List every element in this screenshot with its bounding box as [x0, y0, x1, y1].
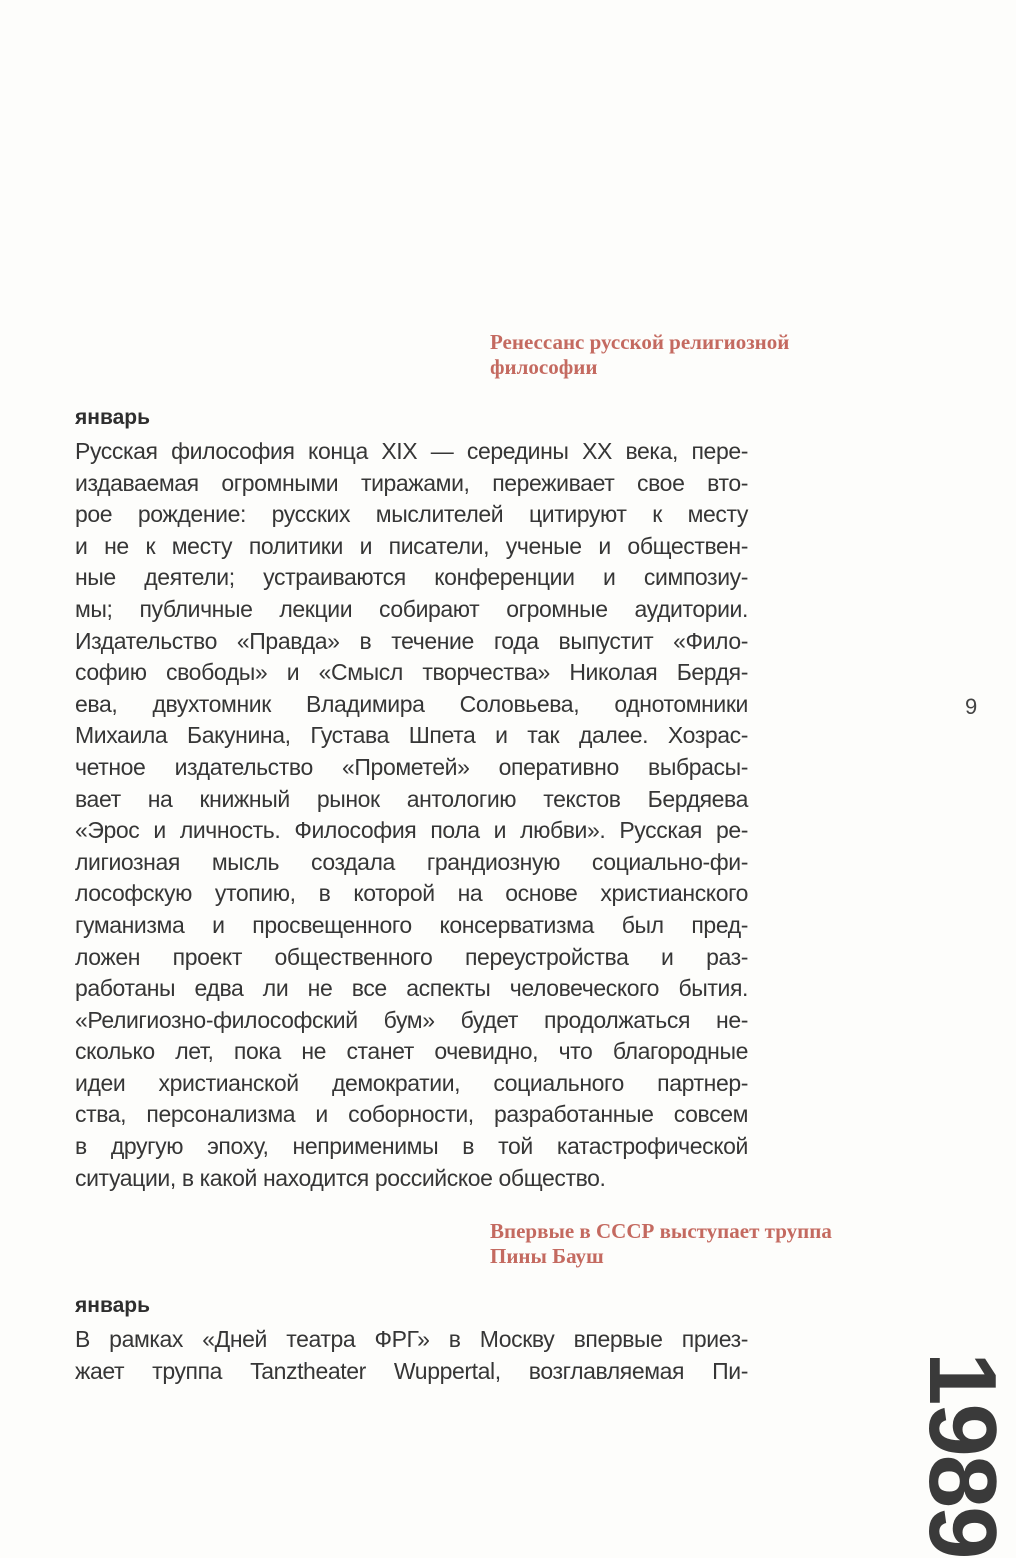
text-line: софию свободы» и «Смысл творчества» Николая Бердя- [75, 659, 748, 686]
text-line: издаваемая огромными тиражами, переживает свое вто- [75, 469, 748, 496]
text-line: «Эрос и личность. Философия пола и любви». Русская ре- [75, 817, 748, 844]
text-line: лигиозная мысль создала грандиозную социально-фи- [75, 848, 748, 875]
text-line: ева, двухтомник Владимира Соловьева, однотомники [75, 690, 748, 717]
heading-line: Впервые в СССР выступает труппа [490, 1219, 832, 1243]
text-line: мы; публичные лекции собирают огромные аудитории. [75, 595, 748, 622]
text-line: идеи христианской демократии, социального партнер- [75, 1069, 748, 1096]
text-line: сколько лет, пока не станет очевидно, что благородные [75, 1038, 748, 1065]
text-line: «Религиозно-философский бум» будет продолжаться не- [75, 1006, 748, 1033]
text-line: Михаила Бакунина, Густава Шпета и так далее. Хозрас- [75, 722, 748, 749]
section-month-2: январь [75, 1294, 150, 1317]
running-year: 1989 [909, 1352, 1016, 1558]
text-line: работаны едва ли не все аспекты человеческого бытия. [75, 975, 748, 1002]
text-line: ства, персонализма и соборности, разработанные совсем [75, 1101, 748, 1128]
text-line: гуманизма и просвещенного консерватизма был пред- [75, 911, 748, 938]
heading-line: философии [490, 355, 598, 379]
section-heading-2 [490, 1219, 832, 1269]
text-line: В рамках «Дней театра ФРГ» в Москву впервые приез- [75, 1326, 748, 1352]
text-line: Русская философия конца XIX — середины XX века, пере- [75, 438, 748, 464]
heading-line: Пины Бауш [490, 1244, 604, 1268]
section-heading-1 [490, 330, 789, 380]
text-line: жает труппа Tanztheater Wuppertal, возглавляемая Пи- [75, 1357, 748, 1384]
text-line: Издательство «Правда» в течение года выпустит «Фило- [75, 627, 748, 654]
text-line: лософскую утопию, в которой на основе христианского [75, 880, 748, 907]
heading-line: Ренессанс русской религиозной [490, 330, 790, 354]
text-line: и не к месту политики и писатели, ученые и обществен- [75, 532, 748, 559]
text-line: рое рождение: русских мыслителей цитируют к месту [75, 501, 748, 528]
text-line: ные деятели; устраиваются конференции и симпозиу- [75, 564, 748, 591]
text-line: четное издательство «Прометей» оперативно выбрасы- [75, 753, 748, 780]
text-line: вает на книжный рынок антологию текстов Бердяева [75, 785, 748, 812]
text-line: ложен проект общественного переустройства и раз- [75, 943, 748, 970]
text-line: ситуации, в какой находится российское общество. [75, 1164, 606, 1191]
page-number: 9 [965, 694, 978, 719]
section-body-2 [75, 1324, 748, 1387]
section-body-1 [75, 436, 748, 1194]
text-line: в другую эпоху, неприменимы в той катастрофической [75, 1133, 748, 1160]
section-month-1: январь [75, 406, 150, 429]
